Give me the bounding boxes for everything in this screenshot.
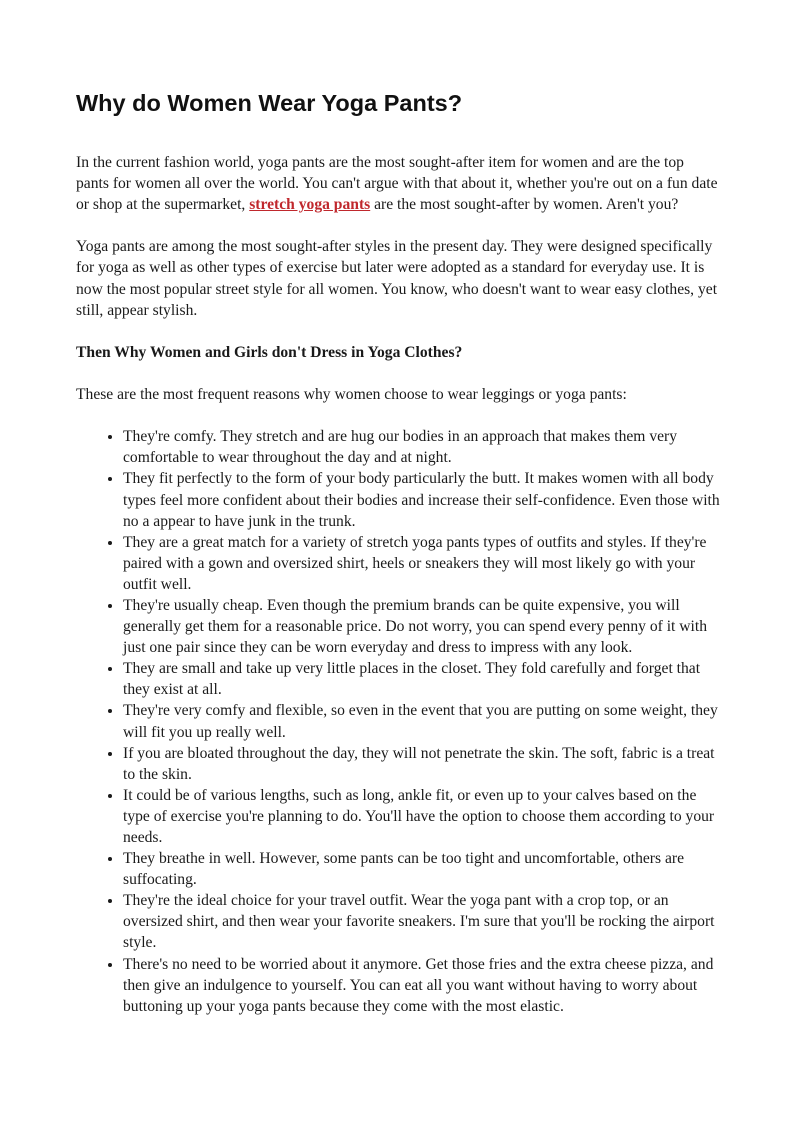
list-item: • They're usually cheap. Even though the premium brands can be quite expensive, you will generally get them for a reasonable price. Do not worry, you can spend every penny of it with just one pair since they can be worn everyday and dress to impress with any look.: [123, 595, 720, 658]
page-title: Why do Women Wear Yoga Pants?: [76, 90, 463, 116]
subheading: Then Why Women and Girls don't Dress in Yoga Clothes?: [76, 343, 463, 361]
intro-text-after: are the most sought-after by women. Aren't you?: [370, 196, 679, 214]
paragraph-2: Yoga pants are among the most sought-after styles in the present day. They were designed specifically for yoga as well as other types of exercise but later were adopted as a standard for everyday use. It is now the most popular street style for all women. You know, who doesn't want to wear easy clothes, yet still, appear stylish.: [76, 238, 718, 319]
list-item: • They are small and take up very little places in the closet. They fold carefully and forget that they exist at all.: [123, 658, 720, 700]
intro-paragraph: [76, 152, 720, 215]
reasons-list: [76, 426, 720, 1017]
list-item: • They fit perfectly to the form of your body particularly the butt. It makes women with all body types feel more confident about their bodies and increase their self-confidence. Even those with no a appear to have junk in the trunk.: [123, 468, 720, 531]
list-item: • They are a great match for a variety of stretch yoga pants types of outfits and styles. If they're paired with a gown and oversized shirt, heels or sneakers they will most likely go with your outfit well.: [123, 532, 720, 595]
list-item: • There's no need to be worried about it anymore. Get those fries and the extra cheese pizza, and then give an indulgence to yourself. You can eat all you want without having to worry about buttoning up your yoga pants because they come with the most elastic.: [123, 954, 720, 1017]
list-item: • They breathe in well. However, some pants can be too tight and uncomfortable, others are suffocating.: [123, 848, 720, 890]
list-intro: These are the most frequent reasons why women choose to wear leggings or yoga pants:: [76, 386, 627, 404]
list-item: • They're the ideal choice for your travel outfit. Wear the yoga pant with a crop top, or an oversized shirt, and then wear your favorite sneakers. I'm sure that you'll be rocking the airport style.: [123, 890, 720, 953]
list-item: • It could be of various lengths, such as long, ankle fit, or even up to your calves based on the type of exercise you're planning to do. You'll have the option to choose them according to your needs.: [123, 785, 720, 848]
list-item: • They're comfy. They stretch and are hug our bodies in an approach that makes them very comfortable to wear throughout the day and at night.: [123, 426, 720, 468]
document-page: [76, 88, 720, 1017]
stretch-yoga-pants-link[interactable]: stretch yoga pants: [249, 196, 371, 214]
intro-text-before: In the current fashion world, yoga pants are the most sought-after item for women and are the top pants for women all over the world. You can't argue with that about it, whether you're out on a fun date or shop at the supermarket,: [76, 154, 718, 214]
list-item: • If you are bloated throughout the day, they will not penetrate the skin. The soft, fabric is a treat to the skin.: [123, 743, 720, 785]
list-item: • They're very comfy and flexible, so even in the event that you are putting on some weight, they will fit you up really well.: [123, 700, 720, 742]
